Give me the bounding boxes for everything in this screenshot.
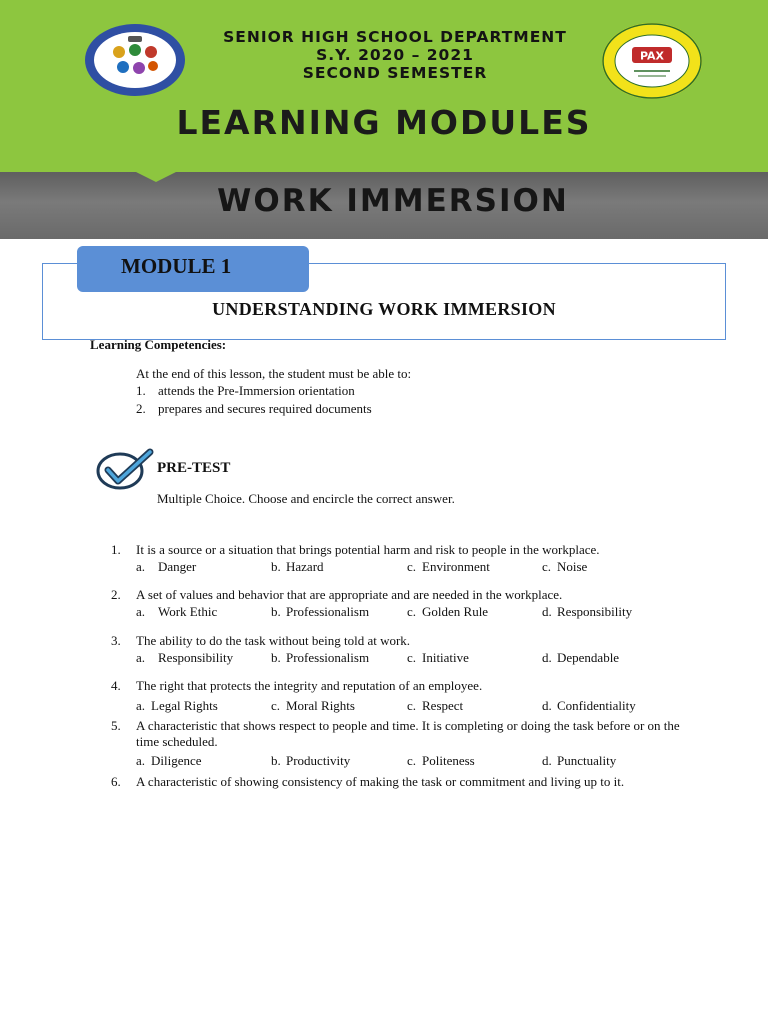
- option-letter: b.: [271, 649, 281, 665]
- module-tab-label: MODULE 1: [121, 254, 232, 278]
- option-letter: a.: [136, 558, 146, 574]
- answer-option[interactable]: [542, 559, 587, 575]
- question-number: 5.: [111, 718, 121, 733]
- question-number: 4.: [111, 678, 121, 693]
- department-heading: [190, 28, 600, 82]
- answer-option[interactable]: [542, 650, 619, 666]
- question-text: A characteristic that shows respect to people and time. It is completing or doing the task before or on the time scheduled.: [136, 718, 680, 749]
- option-text: Moral Rights: [286, 697, 355, 713]
- answer-options: [136, 698, 701, 714]
- option-text: Confidentiality: [557, 697, 636, 713]
- option-letter: c.: [407, 558, 417, 574]
- option-text: Environment: [422, 558, 490, 574]
- option-text: Punctuality: [557, 753, 617, 768]
- checkmark-circle-icon: [96, 448, 154, 490]
- subject-title: WORK IMMERSION: [217, 183, 569, 219]
- answer-option[interactable]: [542, 698, 636, 714]
- answer-option[interactable]: [271, 559, 324, 575]
- question-text: A set of values and behavior that are appropriate and are needed in the workplace.: [136, 587, 563, 602]
- question-item: [111, 774, 701, 790]
- option-letter: a.: [136, 753, 146, 768]
- question-item: [111, 718, 701, 769]
- answer-option[interactable]: [542, 604, 632, 620]
- pretest-heading: PRE-TEST: [157, 460, 231, 476]
- answer-option[interactable]: [271, 698, 355, 714]
- option-letter: c.: [407, 753, 417, 768]
- list-item: [136, 383, 372, 401]
- option-text: Productivity: [286, 753, 351, 768]
- option-letter: d.: [542, 697, 552, 713]
- option-text: Diligence: [151, 753, 202, 768]
- option-text: Work Ethic: [158, 603, 218, 619]
- question-text: The ability to do the task without being told at work.: [136, 633, 411, 648]
- option-text: Politeness: [422, 753, 475, 768]
- answer-option[interactable]: [271, 604, 369, 620]
- option-text: Responsibility: [557, 603, 633, 619]
- option-text: Responsibility: [158, 649, 234, 665]
- page-title: LEARNING MODULES: [176, 103, 592, 142]
- answer-option[interactable]: [542, 753, 616, 769]
- competencies-label: Learning Competencies:: [90, 337, 227, 352]
- answer-option[interactable]: [136, 650, 233, 666]
- answer-option[interactable]: [407, 753, 475, 769]
- option-text: Golden Rule: [422, 603, 489, 619]
- option-letter: c.: [407, 649, 417, 665]
- option-letter: d.: [542, 753, 552, 768]
- answer-options: [136, 753, 701, 769]
- question-item: [111, 678, 701, 714]
- option-letter: a.: [136, 603, 146, 619]
- question-number: 6.: [111, 774, 121, 789]
- option-letter: b.: [271, 558, 281, 574]
- option-letter: a.: [136, 649, 146, 665]
- pax-seal-icon: [600, 21, 704, 101]
- list-item: [136, 401, 372, 419]
- question-item: [111, 542, 701, 575]
- senior-high-school-seal-icon: [83, 22, 187, 98]
- question-number: 3.: [111, 633, 121, 648]
- list-item-number: 1.: [136, 383, 146, 398]
- answer-option[interactable]: [407, 698, 463, 714]
- school-year: S.Y. 2020 – 2021: [316, 46, 474, 64]
- option-letter: d.: [542, 649, 552, 665]
- option-letter: c.: [542, 558, 552, 574]
- option-text: Legal Rights: [151, 697, 218, 713]
- answer-options: [136, 559, 701, 575]
- pretest-instruction: Multiple Choice. Choose and encircle the correct answer.: [157, 491, 455, 506]
- option-text: Professionalism: [286, 603, 370, 619]
- option-text: Danger: [158, 558, 197, 574]
- answer-option[interactable]: [136, 559, 196, 575]
- answer-option[interactable]: [407, 650, 469, 666]
- option-text: Professionalism: [286, 649, 370, 665]
- answer-options: [136, 650, 701, 666]
- competencies-list: [136, 383, 372, 419]
- svg-text:PAX: PAX: [639, 49, 665, 63]
- option-letter: a.: [136, 697, 146, 713]
- department-name: SENIOR HIGH SCHOOL DEPARTMENT: [223, 28, 567, 46]
- question-text: The right that protects the integrity and reputation of an employee.: [136, 678, 483, 693]
- answer-option[interactable]: [271, 650, 369, 666]
- list-item-text: attends the Pre-Immersion orientation: [158, 383, 355, 398]
- question-text: A characteristic of showing consistency of making the task or commitment and living up to it.: [136, 774, 625, 789]
- answer-option[interactable]: [407, 604, 488, 620]
- answer-option[interactable]: [407, 559, 490, 575]
- answer-option[interactable]: [271, 753, 350, 769]
- module-title: UNDERSTANDING WORK IMMERSION: [212, 299, 556, 319]
- option-letter: c.: [271, 697, 281, 713]
- list-item-number: 2.: [136, 401, 146, 416]
- question-item: [111, 633, 701, 666]
- answer-option[interactable]: [136, 753, 202, 769]
- option-text: Respect: [422, 697, 464, 713]
- option-text: Dependable: [557, 649, 620, 665]
- semester: SECOND SEMESTER: [302, 64, 488, 82]
- option-letter: c.: [407, 697, 417, 713]
- option-text: Noise: [557, 558, 588, 574]
- option-text: Hazard: [286, 558, 324, 574]
- option-letter: b.: [271, 603, 281, 619]
- option-letter: d.: [542, 603, 552, 619]
- answer-options: [136, 604, 701, 620]
- header-pointer: [132, 170, 180, 182]
- competencies-intro: At the end of this lesson, the student must be able to:: [136, 366, 412, 381]
- option-text: Initiative: [422, 649, 469, 665]
- list-item-text: prepares and secures required documents: [158, 401, 372, 416]
- option-letter: c.: [407, 603, 417, 619]
- question-number: 2.: [111, 587, 121, 602]
- answer-option[interactable]: [136, 698, 218, 714]
- question-number: 1.: [111, 542, 121, 557]
- answer-option[interactable]: [136, 604, 217, 620]
- module-tab: [77, 246, 309, 292]
- question-item: [111, 587, 701, 620]
- option-letter: b.: [271, 753, 281, 768]
- question-text: It is a source or a situation that brings potential harm and risk to people in the workplace.: [136, 542, 600, 557]
